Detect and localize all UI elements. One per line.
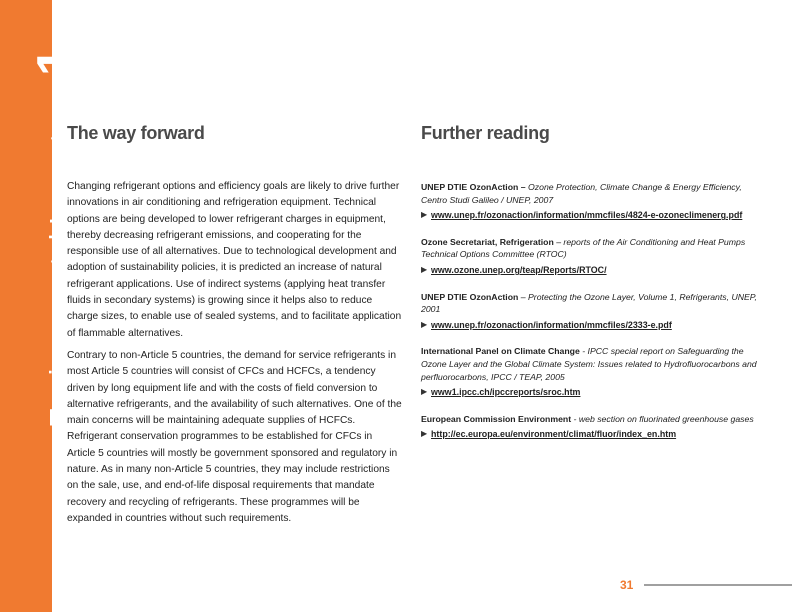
reference-item	[421, 181, 766, 222]
reference-text	[421, 291, 766, 316]
arrow-right-icon: ▶	[421, 387, 428, 397]
reference-item	[421, 236, 766, 277]
reference-text	[421, 181, 766, 206]
chapter-number: 1	[27, 47, 85, 76]
reference-item	[421, 413, 766, 441]
way-forward-section	[67, 122, 402, 533]
reference-description: – Protecting the Ozone Layer, Volume 1, Refrigerants, UNEP, 2001	[421, 291, 757, 315]
reference-description: Ozone Protection, Climate Change & Energy Efficiency, Centro Studi Galileo / UNEP, 2007	[421, 182, 742, 205]
reference-link[interactable]	[421, 428, 766, 441]
way-forward-body	[67, 179, 402, 527]
paragraph: Changing refrigerant options and efficiency goals are likely to drive further innovations in air conditioning and refrigeration equipment. Technical options are being developed to lower refrigerant charges in equipment, thereby decreasing refrigerant emissions, and cooperating for the responsible use of all alternatives. Due to technological development and adoption of sustainability policies, it is predicted an increase of natural refrigerant applications. Use of indirect systems (applying heat transfer fluids in secondary systems) is growing since it helps also to reduce charge sizes, to enable use of sealed systems, and to facilitate application of flammable alternatives.	[67, 181, 402, 339]
reference-description: – reports of the Air Conditioning and Heat Pumps Technical Options Committee (RTOC)	[421, 236, 746, 260]
reference-link[interactable]	[421, 209, 766, 222]
way-forward-heading: The way forward	[67, 123, 205, 143]
reference-description: - web section on fluorinated greenhouse gases	[573, 413, 754, 424]
reference-url[interactable]: www.ozone.unep.org/teap/Reports/RTOC/	[431, 264, 607, 275]
reference-title: Ozone Secretariat, Refrigeration	[421, 236, 554, 247]
reference-link[interactable]	[421, 319, 766, 332]
reference-text	[421, 345, 766, 383]
reference-item	[421, 291, 766, 332]
chapter-sidebar	[0, 0, 85, 612]
reference-title: UNEP DTIE OzonAction	[421, 291, 519, 302]
paragraph: Contrary to non-Article 5 countries, the demand for service refrigerants in most Article 5 countries will consist of CFCs and HCFCs, a tendency driven by long equipment life and with the costs of field conversion to alternative refrigerants, and the availability of such alternatives. One of the main concerns will be maintaining adequate supplies of HCFCs. Refrigerant conservation programmes to be established for CFCs in Article 5 countries will mostly be government sponsored and regulatory in nature. As in many non-Article 5 countries, they may include restrictions on the sale, use, and end-of-life disposal requirements that mandate recovery and recycling of refrigerants. These programmes will be expanded in countries without such requirements.	[67, 349, 402, 524]
further-reading-heading: Further reading	[421, 123, 550, 143]
reference-link[interactable]	[421, 264, 766, 277]
reference-title: UNEP DTIE OzonAction –	[421, 182, 526, 192]
page-number: 31	[620, 578, 634, 592]
reference-description: - IPCC special report on Safeguarding the Ozone Layer and the Global Climate System: Issues related to Hydrofluorocarbons and perfluorocarbons, IPCC / TEAP, 2005	[421, 346, 757, 382]
reference-item	[421, 345, 766, 398]
reference-list	[421, 181, 766, 441]
footer-rule	[644, 584, 792, 586]
further-reading-section	[421, 122, 766, 455]
reference-url[interactable]: www.unep.fr/ozonaction/information/mmcfiles/2333-e.pdf	[431, 319, 672, 330]
arrow-right-icon: ▶	[421, 264, 428, 274]
reference-url[interactable]: www.unep.fr/ozonaction/information/mmcfiles/4824-e-ozoneclimenerg.pdf	[431, 210, 743, 221]
reference-url[interactable]: http://ec.europa.eu/environment/climat/fluor/index_en.htm	[431, 429, 677, 440]
reference-title: European Commission Environment	[421, 413, 572, 424]
arrow-right-icon: ▶	[421, 319, 428, 329]
reference-link[interactable]	[421, 386, 766, 399]
arrow-right-icon: ▶	[421, 210, 428, 220]
reference-text	[421, 413, 766, 426]
reference-text	[421, 236, 766, 261]
reference-url[interactable]: www1.ipcc.ch/ipccreports/sroc.htm	[431, 387, 581, 398]
arrow-right-icon: ▶	[421, 429, 428, 439]
reference-title: International Panel on Climate Change	[421, 346, 580, 357]
chapter-title: Environmental Impact	[43, 134, 78, 428]
